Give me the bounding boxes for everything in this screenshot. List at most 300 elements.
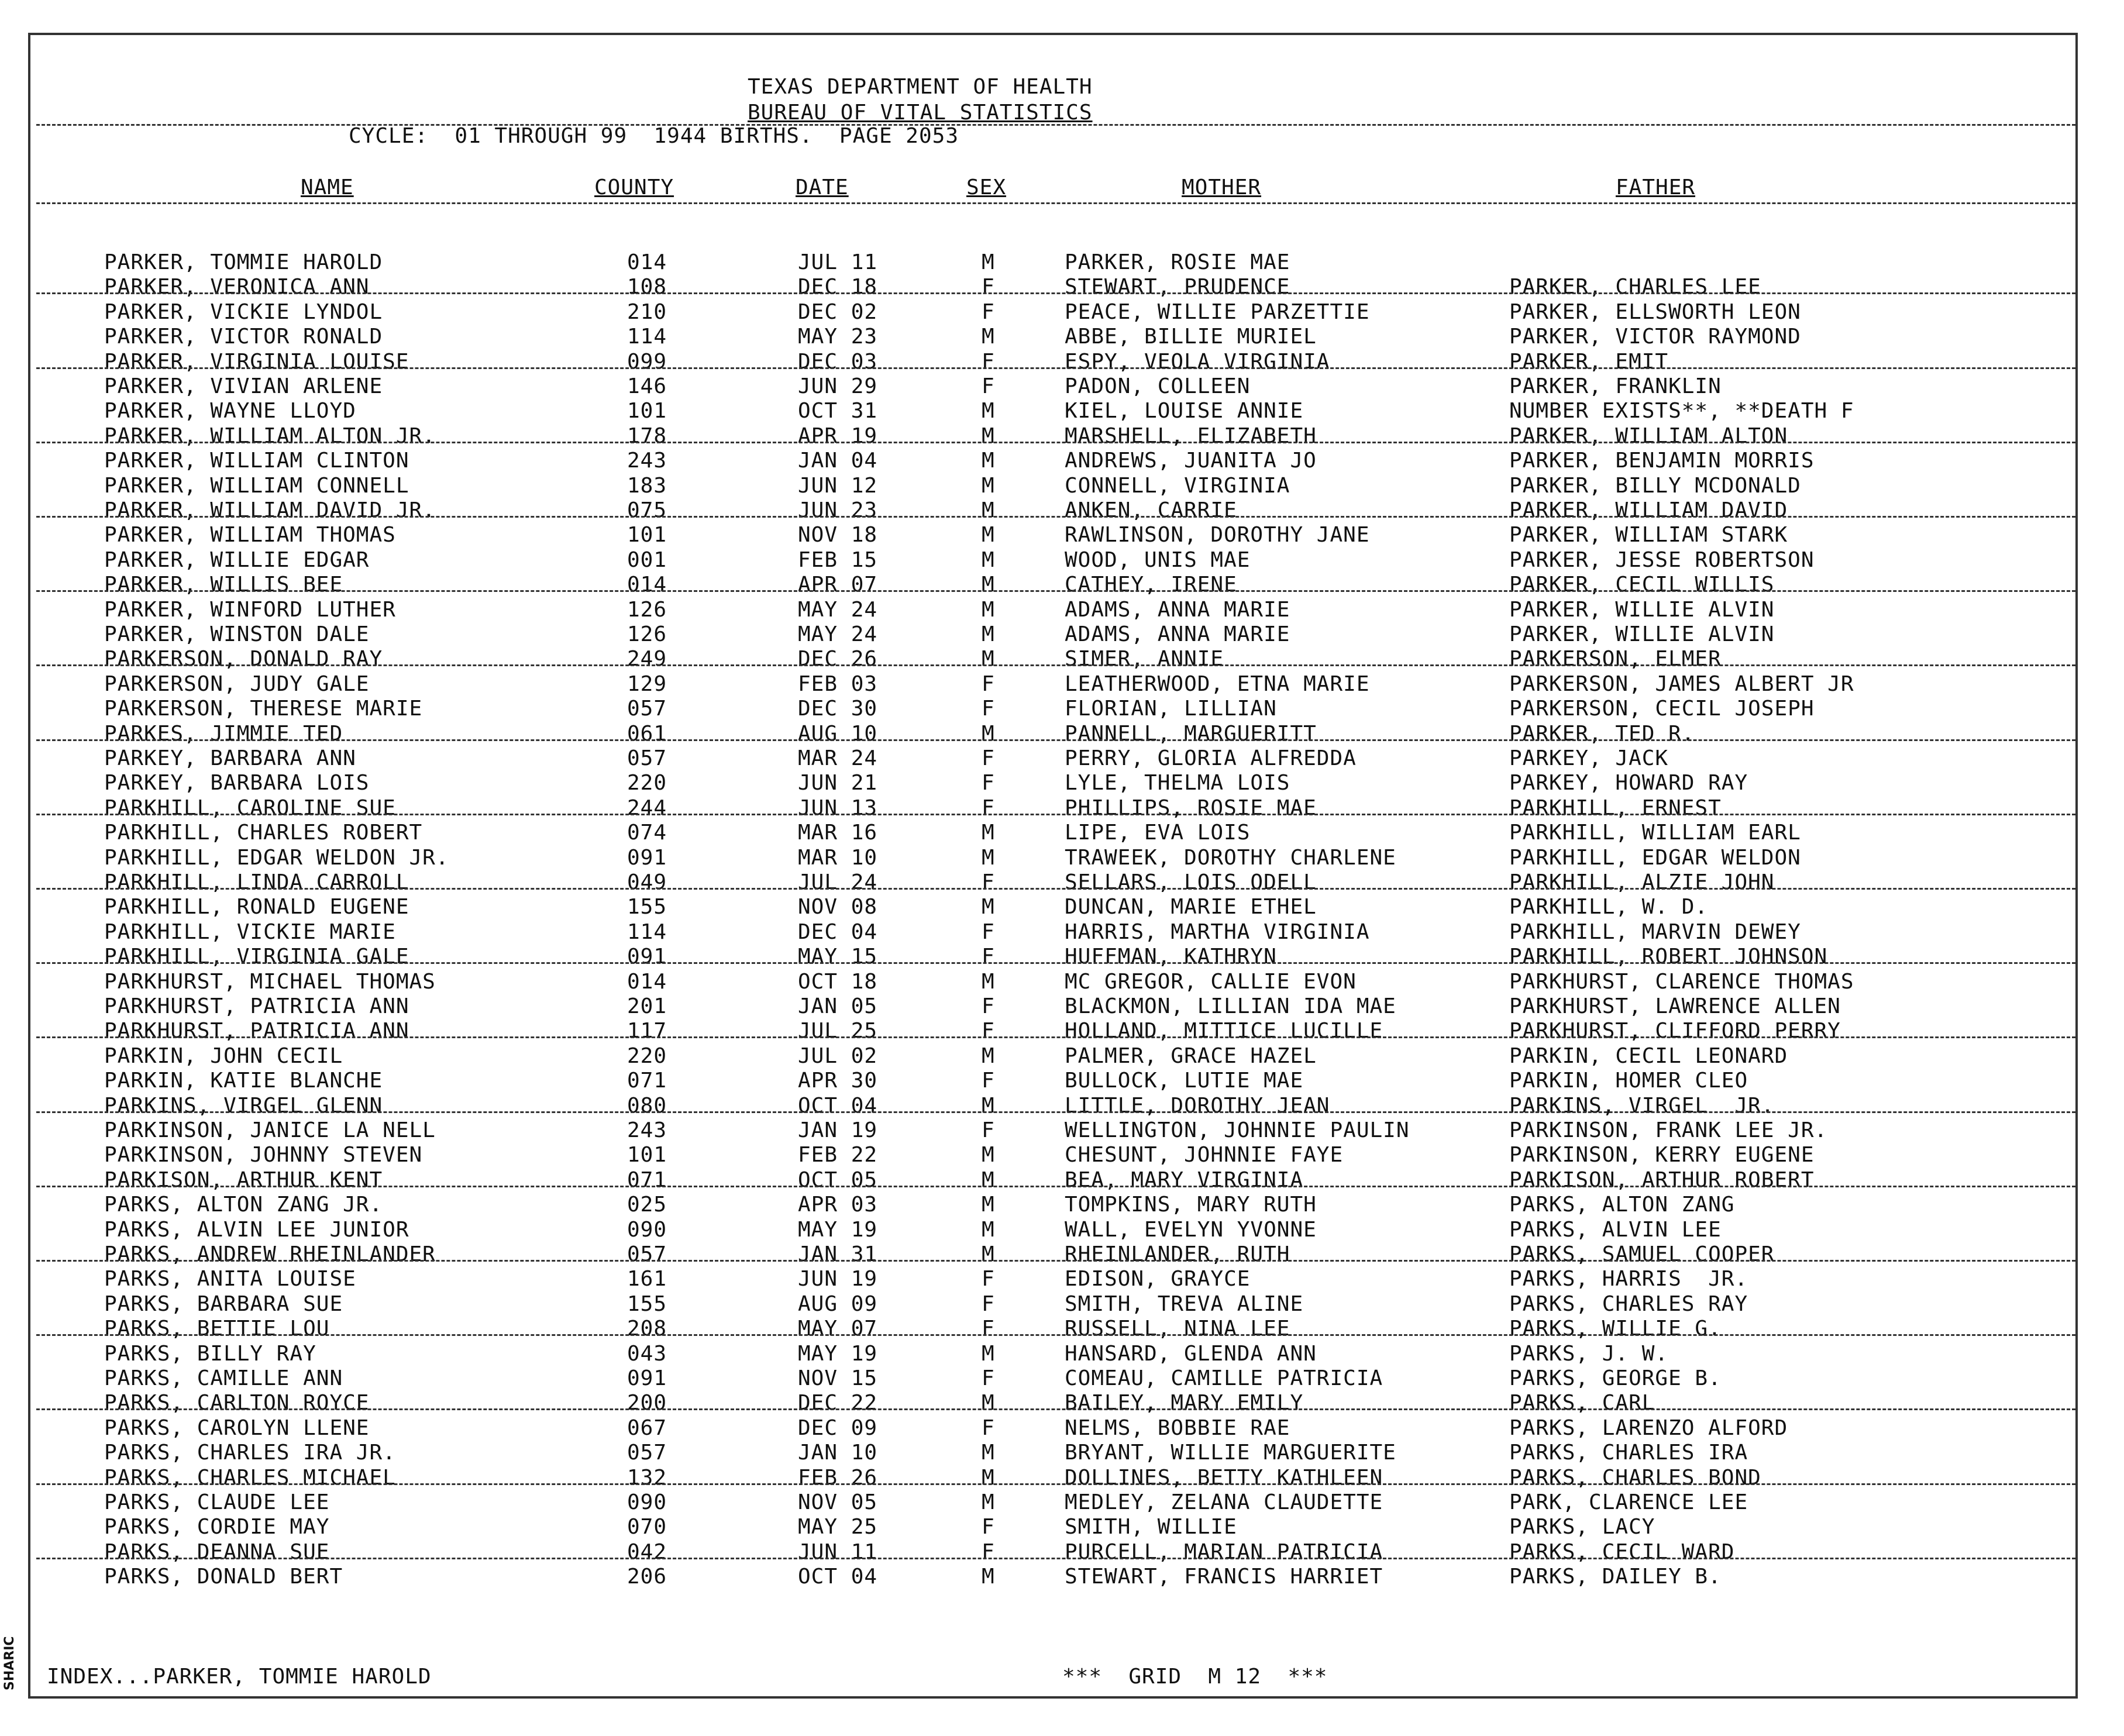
record-sex: F	[982, 1366, 995, 1390]
record-date: JUN 19	[798, 1267, 878, 1291]
record-father: PARKER, ELLSWORTH LEON	[1509, 300, 1801, 324]
record-county: 243	[627, 1118, 667, 1142]
record-sex: M	[982, 1218, 995, 1242]
record-county: 043	[627, 1342, 667, 1366]
record-county: 126	[627, 622, 667, 646]
record-mother: MEDLEY, ZELANA CLAUDETTE	[1065, 1490, 1383, 1514]
record-name: PARKS, DEANNA SUE	[104, 1540, 330, 1564]
record-date: DEC 18	[798, 275, 878, 299]
record-date: FEB 26	[798, 1466, 878, 1490]
record-mother: SIMER, ANNIE	[1065, 647, 1224, 671]
record-date: JUN 21	[798, 771, 878, 795]
record-date: MAR 16	[798, 821, 878, 845]
record-name: PARKHILL, CHARLES ROBERT	[104, 821, 423, 845]
record-name: PARKINS, VIRGEL GLENN	[104, 1094, 383, 1118]
record-county: 155	[627, 1292, 667, 1316]
record-father: PARKS, DAILEY B.	[1509, 1565, 1722, 1589]
record-date: MAR 24	[798, 746, 878, 770]
record-mother: RUSSELL, NINA LEE	[1065, 1317, 1290, 1341]
record-row	[0, 1143, 2124, 1167]
record-county: 001	[627, 548, 667, 572]
record-mother: WOOD, UNIS MAE	[1065, 548, 1251, 572]
record-sex: M	[982, 1565, 995, 1589]
record-father: PARKEY, HOWARD RAY	[1509, 771, 1748, 795]
record-sex: M	[982, 622, 995, 646]
record-father: PARKS, CECIL WARD	[1509, 1540, 1735, 1564]
record-mother: STEWART, PRUDENCE	[1065, 275, 1290, 299]
cycle-line: CYCLE: 01 THROUGH 99 1944 BIRTHS. PAGE 2053	[349, 124, 959, 148]
record-date: JAN 10	[798, 1441, 878, 1465]
record-county: 057	[627, 1242, 667, 1266]
record-father: PARKHURST, LAWRENCE ALLEN	[1509, 994, 1841, 1018]
record-mother: PEACE, WILLIE PARZETTIE	[1065, 300, 1370, 324]
record-father: PARKER, WILLIAM ALTON	[1509, 424, 1788, 448]
record-date: FEB 15	[798, 548, 878, 572]
record-father: PARKER, EMIT	[1509, 350, 1669, 374]
record-name: PARKINSON, JOHNNY STEVEN	[104, 1143, 423, 1167]
record-father: PARKS, ALVIN LEE	[1509, 1218, 1722, 1242]
record-mother: LITTLE, DOROTHY JEAN	[1065, 1094, 1330, 1118]
record-name: PARKIN, JOHN CECIL	[104, 1044, 343, 1068]
record-county: 132	[627, 1466, 667, 1490]
record-row	[0, 697, 2124, 721]
record-county: 183	[627, 474, 667, 498]
record-sex: F	[982, 672, 995, 696]
record-sex: M	[982, 523, 995, 547]
record-sex: F	[982, 275, 995, 299]
record-mother: WELLINGTON, JOHNNIE PAULIN	[1065, 1118, 1410, 1142]
record-name: PARKHILL, RONALD EUGENE	[104, 895, 409, 919]
row-separator	[36, 888, 2075, 890]
record-sex: M	[982, 722, 995, 746]
record-father: PARKHURST, CLARENCE THOMAS	[1509, 970, 1854, 994]
record-date: JUN 13	[798, 796, 878, 820]
record-date: JUL 02	[798, 1044, 878, 1068]
record-name: PARKS, ALTON ZANG JR.	[104, 1193, 383, 1217]
side-label: SHARIC	[2, 1636, 17, 1690]
record-date: JUL 24	[798, 870, 878, 894]
record-mother: HANSARD, GLENDA ANN	[1065, 1342, 1317, 1366]
record-county: 071	[627, 1168, 667, 1192]
record-mother: STEWART, FRANCIS HARRIET	[1065, 1565, 1383, 1589]
row-separator	[36, 1260, 2075, 1262]
record-sex: F	[982, 374, 995, 398]
record-mother: ADAMS, ANNA MARIE	[1065, 598, 1290, 622]
record-name: PARKS, BILLY RAY	[104, 1342, 316, 1366]
record-county: 071	[627, 1069, 667, 1093]
record-row	[0, 870, 2124, 895]
record-sex: M	[982, 474, 995, 498]
record-date: JAN 19	[798, 1118, 878, 1142]
record-mother: WALL, EVELYN YVONNE	[1065, 1218, 1317, 1242]
record-county: 074	[627, 821, 667, 845]
record-row	[0, 1466, 2124, 1490]
record-mother: ANDREWS, JUANITA JO	[1065, 449, 1317, 473]
record-mother: COMEAU, CAMILLE PATRICIA	[1065, 1366, 1383, 1390]
record-date: MAY 23	[798, 325, 878, 349]
record-sex: F	[982, 945, 995, 969]
record-row	[0, 548, 2124, 573]
record-sex: M	[982, 399, 995, 423]
record-mother: MARSHELL, ELIZABETH	[1065, 424, 1317, 448]
record-name: PARKHILL, CAROLINE SUE	[104, 796, 396, 820]
record-row	[0, 846, 2124, 870]
record-mother: PADON, COLLEEN	[1065, 374, 1251, 398]
record-father: PARKERSON, ELMER	[1509, 647, 1722, 671]
record-county: 014	[627, 970, 667, 994]
record-date: NOV 15	[798, 1366, 878, 1390]
record-mother: SELLARS, LOIS ODELL	[1065, 870, 1317, 894]
record-sex: F	[982, 1292, 995, 1316]
record-date: DEC 04	[798, 920, 878, 944]
record-name: PARKS, DONALD BERT	[104, 1565, 343, 1589]
record-name: PARKHILL, VICKIE MARIE	[104, 920, 396, 944]
record-date: NOV 08	[798, 895, 878, 919]
record-date: OCT 04	[798, 1565, 878, 1589]
record-row	[0, 1019, 2124, 1043]
record-father: PARKEY, JACK	[1509, 746, 1669, 770]
record-name: PARKER, WAYNE LLOYD	[104, 399, 356, 423]
record-row	[0, 474, 2124, 498]
record-mother: PHILLIPS, ROSIE MAE	[1065, 796, 1317, 820]
record-mother: HUFFMAN, KATHRYN	[1065, 945, 1277, 969]
record-row	[0, 250, 2124, 275]
record-row	[0, 498, 2124, 523]
record-date: MAY 19	[798, 1218, 878, 1242]
record-mother: ANKEN, CARRIE	[1065, 498, 1237, 522]
record-father: PARKHILL, ERNEST	[1509, 796, 1722, 820]
record-name: PARKHILL, LINDA CARROLL	[104, 870, 409, 894]
column-header-mother: MOTHER	[1182, 175, 1262, 199]
row-separator	[36, 1408, 2075, 1410]
record-row	[0, 1416, 2124, 1441]
record-county: 146	[627, 374, 667, 398]
record-name: PARKIN, KATIE BLANCHE	[104, 1069, 383, 1093]
record-sex: F	[982, 300, 995, 324]
record-county: 101	[627, 523, 667, 547]
record-father: PARK, CLARENCE LEE	[1509, 1490, 1748, 1514]
record-mother: PARKER, ROSIE MAE	[1065, 250, 1290, 274]
record-name: PARKS, CORDIE MAY	[104, 1515, 330, 1539]
record-county: 091	[627, 1366, 667, 1390]
record-date: MAR 10	[798, 846, 878, 870]
record-father: PARKHILL, EDGAR WELDON	[1509, 846, 1801, 870]
record-county: 178	[627, 424, 667, 448]
record-county: 108	[627, 275, 667, 299]
record-mother: PALMER, GRACE HAZEL	[1065, 1044, 1317, 1068]
record-row	[0, 1490, 2124, 1515]
record-row	[0, 300, 2124, 325]
record-date: DEC 22	[798, 1391, 878, 1415]
record-county: 075	[627, 498, 667, 522]
record-mother: BLACKMON, LILLIAN IDA MAE	[1065, 994, 1396, 1018]
record-row	[0, 1540, 2124, 1565]
record-name: PARKER, WILLIAM ALTON JR.	[104, 424, 436, 448]
record-mother: MC GREGOR, CALLIE EVON	[1065, 970, 1357, 994]
record-county: 025	[627, 1193, 667, 1217]
record-county: 117	[627, 1019, 667, 1043]
record-county: 210	[627, 300, 667, 324]
record-county: 206	[627, 1565, 667, 1589]
row-separator	[36, 1111, 2075, 1113]
record-date: APR 07	[798, 573, 878, 597]
record-mother: DUNCAN, MARIE ETHEL	[1065, 895, 1317, 919]
record-father: PARKER, WILLIAM DAVID	[1509, 498, 1788, 522]
record-sex: M	[982, 1466, 995, 1490]
record-date: MAY 07	[798, 1317, 878, 1341]
record-row	[0, 1242, 2124, 1267]
record-row	[0, 994, 2124, 1019]
record-county: 067	[627, 1416, 667, 1440]
record-name: PARKEY, BARBARA ANN	[104, 746, 356, 770]
record-county: 155	[627, 895, 667, 919]
record-name: PARKERSON, JUDY GALE	[104, 672, 370, 696]
record-sex: F	[982, 1019, 995, 1043]
record-mother: ABBE, BILLIE MURIEL	[1065, 325, 1317, 349]
record-name: PARKS, CAMILLE ANN	[104, 1366, 343, 1390]
record-county: 243	[627, 449, 667, 473]
record-row	[0, 722, 2124, 746]
record-mother: TOMPKINS, MARY RUTH	[1065, 1193, 1317, 1217]
record-name: PARKEY, BARBARA LOIS	[104, 771, 370, 795]
record-mother: PURCELL, MARIAN PATRICIA	[1065, 1540, 1383, 1564]
record-name: PARKER, VIRGINIA LOUISE	[104, 350, 409, 374]
record-father: PARKERSON, CECIL JOSEPH	[1509, 697, 1815, 721]
record-date: APR 19	[798, 424, 878, 448]
record-row	[0, 1292, 2124, 1317]
row-separator	[36, 814, 2075, 815]
record-name: PARKER, TOMMIE HAROLD	[104, 250, 383, 274]
record-row	[0, 1094, 2124, 1118]
record-sex: M	[982, 598, 995, 622]
record-sex: F	[982, 771, 995, 795]
record-row	[0, 796, 2124, 821]
record-name: PARKHURST, PATRICIA ANN	[104, 1019, 409, 1043]
record-row	[0, 1193, 2124, 1217]
record-sex: F	[982, 1540, 995, 1564]
record-sex: F	[982, 1515, 995, 1539]
column-header-name: NAME	[301, 175, 354, 199]
record-row	[0, 523, 2124, 547]
record-name: PARKERSON, DONALD RAY	[104, 647, 383, 671]
record-county: 014	[627, 250, 667, 274]
column-header-county: COUNTY	[594, 175, 674, 199]
record-mother: NELMS, BOBBIE RAE	[1065, 1416, 1290, 1440]
index-footer: INDEX...PARKER, TOMMIE HAROLD	[47, 1665, 432, 1689]
record-name: PARKER, VIVIAN ARLENE	[104, 374, 383, 398]
record-name: PARKHILL, VIRGINIA GALE	[104, 945, 409, 969]
record-father: PARKS, SAMUEL COOPER	[1509, 1242, 1775, 1266]
record-name: PARKER, WINSTON DALE	[104, 622, 370, 646]
record-county: 049	[627, 870, 667, 894]
record-sex: M	[982, 647, 995, 671]
record-date: DEC 30	[798, 697, 878, 721]
record-sex: M	[982, 821, 995, 845]
record-father: PARKHILL, ROBERT JOHNSON	[1509, 945, 1828, 969]
record-mother: RAWLINSON, DOROTHY JANE	[1065, 523, 1370, 547]
record-date: JAN 04	[798, 449, 878, 473]
record-date: FEB 22	[798, 1143, 878, 1167]
record-mother: SMITH, TREVA ALINE	[1065, 1292, 1304, 1316]
record-name: PARKS, ANITA LOUISE	[104, 1267, 356, 1291]
record-row	[0, 598, 2124, 622]
record-sex: M	[982, 548, 995, 572]
record-mother: HARRIS, MARTHA VIRGINIA	[1065, 920, 1370, 944]
record-row	[0, 771, 2124, 795]
record-mother: FLORIAN, LILLIAN	[1065, 697, 1277, 721]
record-father: PARKS, HARRIS JR.	[1509, 1267, 1748, 1291]
record-date: JUN 11	[798, 1540, 878, 1564]
record-county: 091	[627, 846, 667, 870]
record-father: PARKS, CARL	[1509, 1391, 1655, 1415]
record-row	[0, 1069, 2124, 1093]
record-father: PARKINS, VIRGEL JR.	[1509, 1094, 1775, 1118]
record-date: OCT 18	[798, 970, 878, 994]
record-father: PARKER, JESSE ROBERTSON	[1509, 548, 1815, 572]
record-date: OCT 05	[798, 1168, 878, 1192]
record-sex: M	[982, 573, 995, 597]
record-date: MAY 24	[798, 598, 878, 622]
record-county: 129	[627, 672, 667, 696]
record-name: PARKER, WINFORD LUTHER	[104, 598, 396, 622]
row-separator	[36, 1558, 2075, 1559]
record-father: PARKS, CHARLES IRA	[1509, 1441, 1748, 1465]
row-separator	[36, 1334, 2075, 1336]
record-father: PARKISON, ARTHUR ROBERT	[1509, 1168, 1815, 1192]
record-date: APR 03	[798, 1193, 878, 1217]
record-sex: F	[982, 1317, 995, 1341]
record-date: JUL 11	[798, 250, 878, 274]
record-sex: F	[982, 870, 995, 894]
column-header-father: FATHER	[1616, 175, 1696, 199]
record-county: 061	[627, 722, 667, 746]
row-separator	[36, 739, 2075, 741]
record-name: PARKER, WILLIAM CONNELL	[104, 474, 409, 498]
record-row	[0, 1342, 2124, 1366]
record-row	[0, 325, 2124, 349]
record-county: 057	[627, 746, 667, 770]
bureau-title: BUREAU OF VITAL STATISTICS	[748, 101, 1093, 125]
row-separator	[36, 1483, 2075, 1485]
record-mother: LEATHERWOOD, ETNA MARIE	[1065, 672, 1370, 696]
record-date: JUL 25	[798, 1019, 878, 1043]
record-name: PARKS, BARBARA SUE	[104, 1292, 343, 1316]
record-mother: PERRY, GLORIA ALFREDDA	[1065, 746, 1357, 770]
record-row	[0, 622, 2124, 647]
grid-footer: *** GRID M 12 ***	[1062, 1665, 1328, 1689]
record-row	[0, 1441, 2124, 1465]
record-father: PARKHILL, WILLIAM EARL	[1509, 821, 1801, 845]
record-name: PARKS, ANDREW RHEINLANDER	[104, 1242, 436, 1266]
record-row	[0, 1168, 2124, 1193]
record-county: 114	[627, 920, 667, 944]
record-county: 200	[627, 1391, 667, 1415]
record-county: 090	[627, 1218, 667, 1242]
record-row	[0, 275, 2124, 299]
record-row	[0, 746, 2124, 771]
record-row	[0, 895, 2124, 919]
record-father: PARKHILL, ALZIE JOHN	[1509, 870, 1775, 894]
record-date: NOV 05	[798, 1490, 878, 1514]
record-date: JUN 23	[798, 498, 878, 522]
record-date: MAY 25	[798, 1515, 878, 1539]
record-name: PARKER, WILLIAM THOMAS	[104, 523, 396, 547]
record-row	[0, 1366, 2124, 1391]
record-sex: F	[982, 350, 995, 374]
department-title: TEXAS DEPARTMENT OF HEALTH	[748, 75, 1093, 99]
record-sex: F	[982, 994, 995, 1018]
record-county: 080	[627, 1094, 667, 1118]
record-mother: BRYANT, WILLIE MARGUERITE	[1065, 1441, 1396, 1465]
record-father: PARKHILL, W. D.	[1509, 895, 1709, 919]
row-separator	[36, 1036, 2075, 1038]
record-mother: BEA, MARY VIRGINIA	[1065, 1168, 1304, 1192]
record-sex: F	[982, 920, 995, 944]
record-date: JUN 12	[798, 474, 878, 498]
record-name: PARKS, CHARLES IRA JR.	[104, 1441, 396, 1465]
record-county: 244	[627, 796, 667, 820]
record-sex: M	[982, 1193, 995, 1217]
record-name: PARKES, JIMMIE TED	[104, 722, 343, 746]
record-sex: M	[982, 1441, 995, 1465]
record-name: PARKS, CAROLYN LLENE	[104, 1416, 370, 1440]
record-mother: BAILEY, MARY EMILY	[1065, 1391, 1304, 1415]
record-name: PARKS, ALVIN LEE JUNIOR	[104, 1218, 409, 1242]
record-mother: EDISON, GRAYCE	[1065, 1267, 1251, 1291]
record-mother: CHESUNT, JOHNNIE FAYE	[1065, 1143, 1344, 1167]
record-father: PARKER, VICTOR RAYMOND	[1509, 325, 1801, 349]
record-sex: M	[982, 1242, 995, 1266]
record-sex: M	[982, 1168, 995, 1192]
record-county: 126	[627, 598, 667, 622]
record-father: PARKS, CHARLES BOND	[1509, 1466, 1761, 1490]
record-name: PARKER, WILLIS BEE	[104, 573, 343, 597]
record-row	[0, 945, 2124, 969]
record-sex: F	[982, 1118, 995, 1142]
record-row	[0, 1515, 2124, 1539]
record-county: 057	[627, 1441, 667, 1465]
record-sex: F	[982, 1069, 995, 1093]
record-name: PARKS, CLAUDE LEE	[104, 1490, 330, 1514]
record-mother: PANNELL, MARGUERITT	[1065, 722, 1317, 746]
record-row	[0, 647, 2124, 671]
column-rule	[36, 202, 2075, 204]
record-county: 114	[627, 325, 667, 349]
row-separator	[36, 962, 2075, 964]
record-father: PARKHURST, CLIFFORD PERRY	[1509, 1019, 1841, 1043]
record-father: PARKINSON, KERRY EUGENE	[1509, 1143, 1815, 1167]
record-date: APR 30	[798, 1069, 878, 1093]
record-row	[0, 449, 2124, 473]
row-separator	[36, 367, 2075, 369]
record-mother: HOLLAND, MITTICE LUCILLE	[1065, 1019, 1383, 1043]
record-sex: F	[982, 1416, 995, 1440]
record-row	[0, 920, 2124, 945]
record-county: 161	[627, 1267, 667, 1291]
record-father: PARKS, LARENZO ALFORD	[1509, 1416, 1788, 1440]
record-father: PARKER, CECIL WILLIS	[1509, 573, 1775, 597]
record-date: DEC 03	[798, 350, 878, 374]
record-father: PARKS, ALTON ZANG	[1509, 1193, 1735, 1217]
record-father: PARKHILL, MARVIN DEWEY	[1509, 920, 1801, 944]
record-county: 042	[627, 1540, 667, 1564]
record-date: DEC 26	[798, 647, 878, 671]
record-row	[0, 374, 2124, 399]
record-sex: M	[982, 1044, 995, 1068]
record-sex: M	[982, 1094, 995, 1118]
record-name: PARKER, VICKIE LYNDOL	[104, 300, 383, 324]
record-name: PARKS, CARLTON ROYCE	[104, 1391, 370, 1415]
